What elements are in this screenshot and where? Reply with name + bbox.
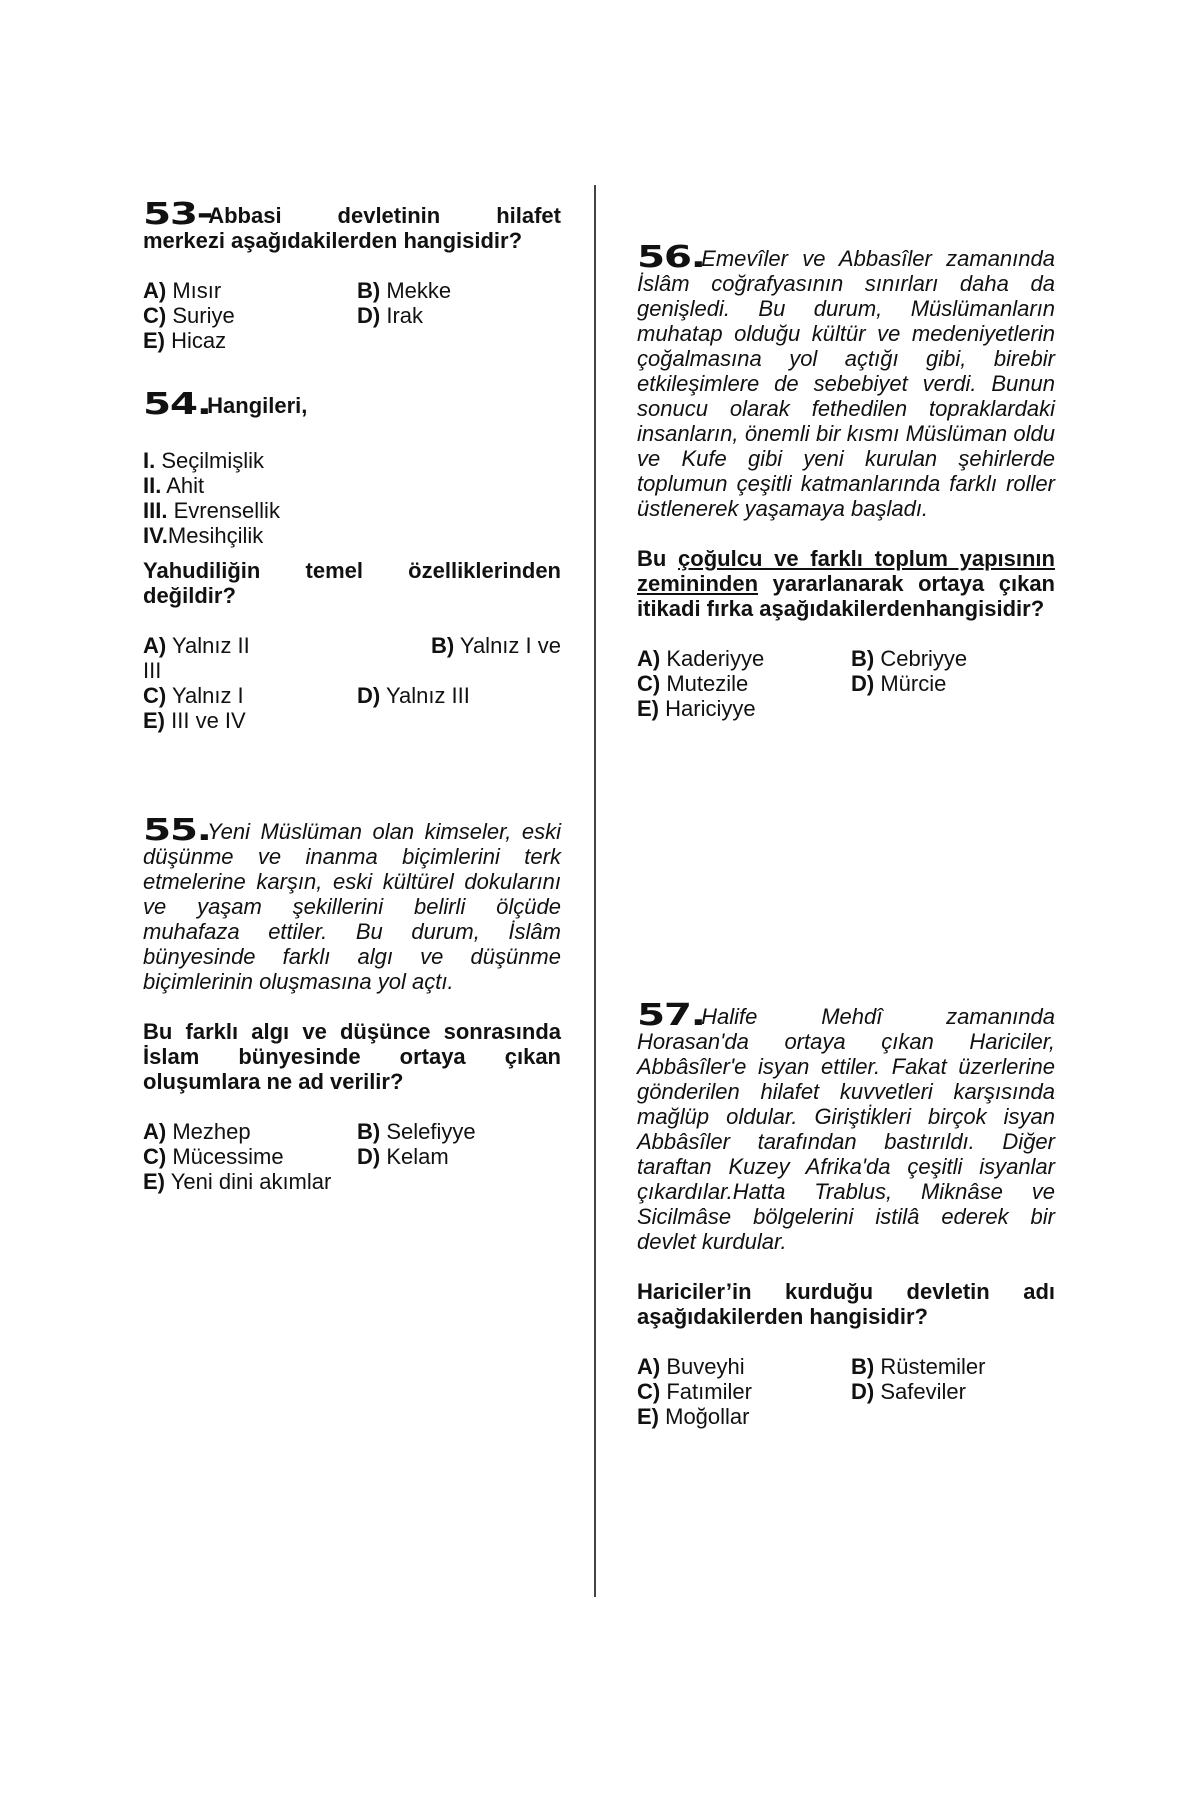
question-number: 54.: [143, 387, 211, 422]
option-c[interactable]: C) Suriye: [143, 303, 235, 328]
question-54: [143, 387, 561, 733]
answer-options: [143, 633, 561, 733]
option-e[interactable]: E) Hicaz: [143, 328, 227, 353]
option-b[interactable]: B) Yalnız I ve: [430, 633, 561, 658]
option-a[interactable]: A) Mezhep: [143, 1119, 251, 1144]
statement-list: [143, 448, 561, 548]
question-53-stem: 53-Abbasi devletinin hilafet: [143, 197, 561, 232]
option-b[interactable]: B) Selefiyye: [357, 1119, 476, 1144]
question-53-stem-line2: merkezi aşağıdakilerden hangisidir?: [143, 228, 523, 253]
option-e[interactable]: E) III ve IV: [143, 708, 246, 733]
statement-item: III. Evrensellik: [143, 498, 280, 523]
question-56: [637, 240, 1055, 721]
question-55-question: Bu farklı algı ve düşünce sonrasında İslam bünyesinde ortaya çıkan oluşumlara ne ad verilir?: [143, 1019, 561, 1094]
question-number: 53-: [143, 197, 213, 232]
question-56-passage: 56.Emevîler ve Abbasîler zamanında İslâm coğrafyasının sınırları daha da genişledi. Bu durum, Müslümanların muhatap olduğu kültür ve medeniyetlerin çoğalmasına yol açtığı gibi, birebir etkileşimlere de sebebiyet verdi. Bunun sonucu olarak fethedilen topraklardaki insanların, önemli bir kısmı Müslüman oldu ve Kufe gibi yeni kurulan şehirlerde toplumun çeşitli katmanlarında farklı roller üstlenerek yaşamaya başladı.: [637, 240, 1055, 521]
option-d[interactable]: D) Irak: [357, 303, 424, 328]
option-d[interactable]: D) Safeviler: [851, 1379, 966, 1404]
column-divider: [594, 185, 596, 1597]
question-53: [143, 197, 561, 353]
question-54-intro: 54.Hangileri,: [143, 387, 308, 422]
question-57: [637, 998, 1055, 1429]
answer-options: [143, 1119, 561, 1194]
statement-item: I. Seçilmişlik: [143, 448, 265, 473]
option-d[interactable]: D) Kelam: [357, 1144, 449, 1169]
answer-options: [637, 646, 1055, 721]
option-d[interactable]: D) Yalnız III: [357, 683, 470, 708]
option-a[interactable]: A) Kaderiyye: [637, 646, 765, 671]
question-55: [143, 813, 561, 1194]
question-54-question-line2: değildir?: [143, 583, 236, 608]
question-54-question: Yahudiliğin temel özelliklerinden: [143, 558, 561, 583]
underlined-phrase: çoğulcu ve farklı toplum yapısının zemininden: [637, 546, 1055, 596]
answer-options: [143, 278, 561, 353]
option-b-continued: III: [143, 658, 162, 683]
question-number: 55.: [143, 813, 211, 848]
option-a[interactable]: A) Yalnız II: [143, 633, 250, 658]
question-57-passage: 57.Halife Mehdî zamanında Horasan'da ortaya çıkan Hariciler, Abbâsîler'e isyan ettiler. Fakat üzerlerine gönderilen hilafet kuvvetleri karşısında mağlüp oldular. Girişti̇kleri birçok isyan Abbâsîler tarafından bastırıldı. Diğer taraftan Kuzey Afrika'da çeşitli isyanlar çıkardılar.Hatta Trablus, Miknâse ve Sicilmâse bölgelerini istilâ ederek bir devlet kurdular.: [637, 998, 1055, 1254]
statement-item: II. Ahit: [143, 473, 205, 498]
option-c[interactable]: C) Mücessime: [143, 1144, 284, 1169]
option-b[interactable]: B) Cebriyye: [851, 646, 968, 671]
statement-item: IV.Mesihçilik: [143, 523, 264, 548]
option-e[interactable]: E) Moğollar: [637, 1404, 750, 1429]
question-56-question: Bu çoğulcu ve farklı toplum yapısının zemininden yararlanarak ortaya çıkan itikadi fırka aşağıdakilerdenhangisidir?: [637, 546, 1055, 621]
question-number: 56.: [637, 240, 705, 275]
option-c[interactable]: C) Mutezile: [637, 671, 749, 696]
option-e[interactable]: E) Hariciyye: [637, 696, 756, 721]
question-55-passage: 55.Yeni Müslüman olan kimseler, eski düşünme ve inanma biçimlerini terk etmelerine karşın, eski kültürel dokularını ve yaşam şekillerini belirli ölçüde muhafaza ettiler. Bu durum, İslâm bünyesinde farklı algı ve düşünme biçimlerinin oluşmasına yol açtı.: [143, 813, 561, 994]
option-b[interactable]: B) Mekke: [357, 278, 452, 303]
question-57-question: Hariciler’in kurduğu devletin adı aşağıdakilerden hangisidir?: [637, 1279, 1055, 1329]
question-number: 57.: [637, 998, 705, 1033]
option-a[interactable]: A) Buveyhi: [637, 1354, 745, 1379]
answer-options: [637, 1354, 1055, 1429]
option-c[interactable]: C) Fatımiler: [637, 1379, 752, 1404]
option-c[interactable]: C) Yalnız I: [143, 683, 244, 708]
option-e[interactable]: E) Yeni dini akımlar: [143, 1169, 332, 1194]
option-a[interactable]: A) Mısır: [143, 278, 222, 303]
option-d[interactable]: D) Mürcie: [851, 671, 947, 696]
option-b[interactable]: B) Rüstemiler: [851, 1354, 986, 1379]
